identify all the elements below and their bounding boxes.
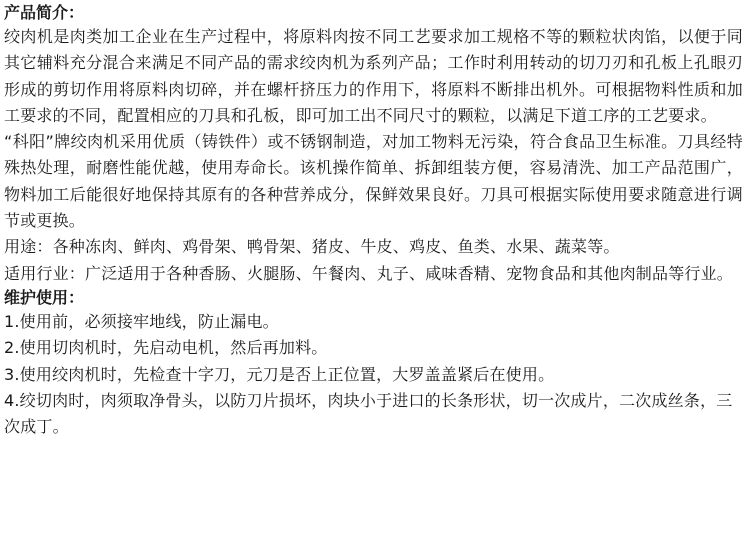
list-item: 3.使用绞肉机时，先检查十字刀，元刀是否上正位置，大罗盖盖紧后在使用。 — [4, 364, 555, 384]
list-item: 4.绞切肉时，肉须取净骨头，以防刀片损坏，肉块小于进口的长条形状，切一次成片，二次成丝条，三次成丁。 — [4, 390, 733, 437]
maintenance-list — [4, 309, 743, 440]
intro-paragraph-description: 绞肉机是肉类加工企业在生产过程中，将原料肉按不同工艺要求加工规格不等的颗粒状肉馅，以便于同其它辅料充分混合来满足不同产品的需求绞肉机为系列产品；工作时利用转动的切刀刃和孔板上孔眼刃形成的剪切作用将原料肉切碎，并在螺杆挤压力的作用下，将原料不断排出机外。可根据物料性质和加工要求的不同，配置相应的刀具和孔板，即可加工出不同尺寸的颗粒，以满足下道工序的工艺要求。 — [4, 27, 743, 125]
intro-paragraph-industries: 适用行业：广泛适用于各种香肠、火腿肠、午餐肉、丸子、咸味香精、宠物食品和其他肉制品等行业。 — [4, 263, 734, 283]
list-item: 2.使用切肉机时，先启动电机，然后再加料。 — [4, 338, 328, 358]
intro-paragraph-uses: 用途：各种冻肉、鲜肉、鸡骨架、鸭骨架、猪皮、牛皮、鸡皮、鱼类、水果、蔬菜等。 — [4, 237, 620, 257]
product-intro-section — [4, 2, 743, 287]
maintenance-heading: 维护使用： — [4, 287, 85, 307]
list-item: 1.使用前，必须接牢地线，防止漏电。 — [4, 311, 279, 331]
product-intro-heading: 产品简介： — [4, 3, 85, 22]
maintenance-section — [4, 287, 743, 440]
intro-paragraph-brand: “科阳”牌绞肉机采用优质（铸铁件）或不锈钢制造，对加工物料无污染，符合食品卫生标准。刀具经特殊热处理，耐磨性能优越，使用寿命长。该机操作简单、拆卸组装方便，容易清洗、加工产品范围广，物料加工后能很好地保持其原有的各种营养成分，保鲜效果良好。刀具可根据实际使用要求随意进行调节或更换。 — [4, 132, 743, 231]
